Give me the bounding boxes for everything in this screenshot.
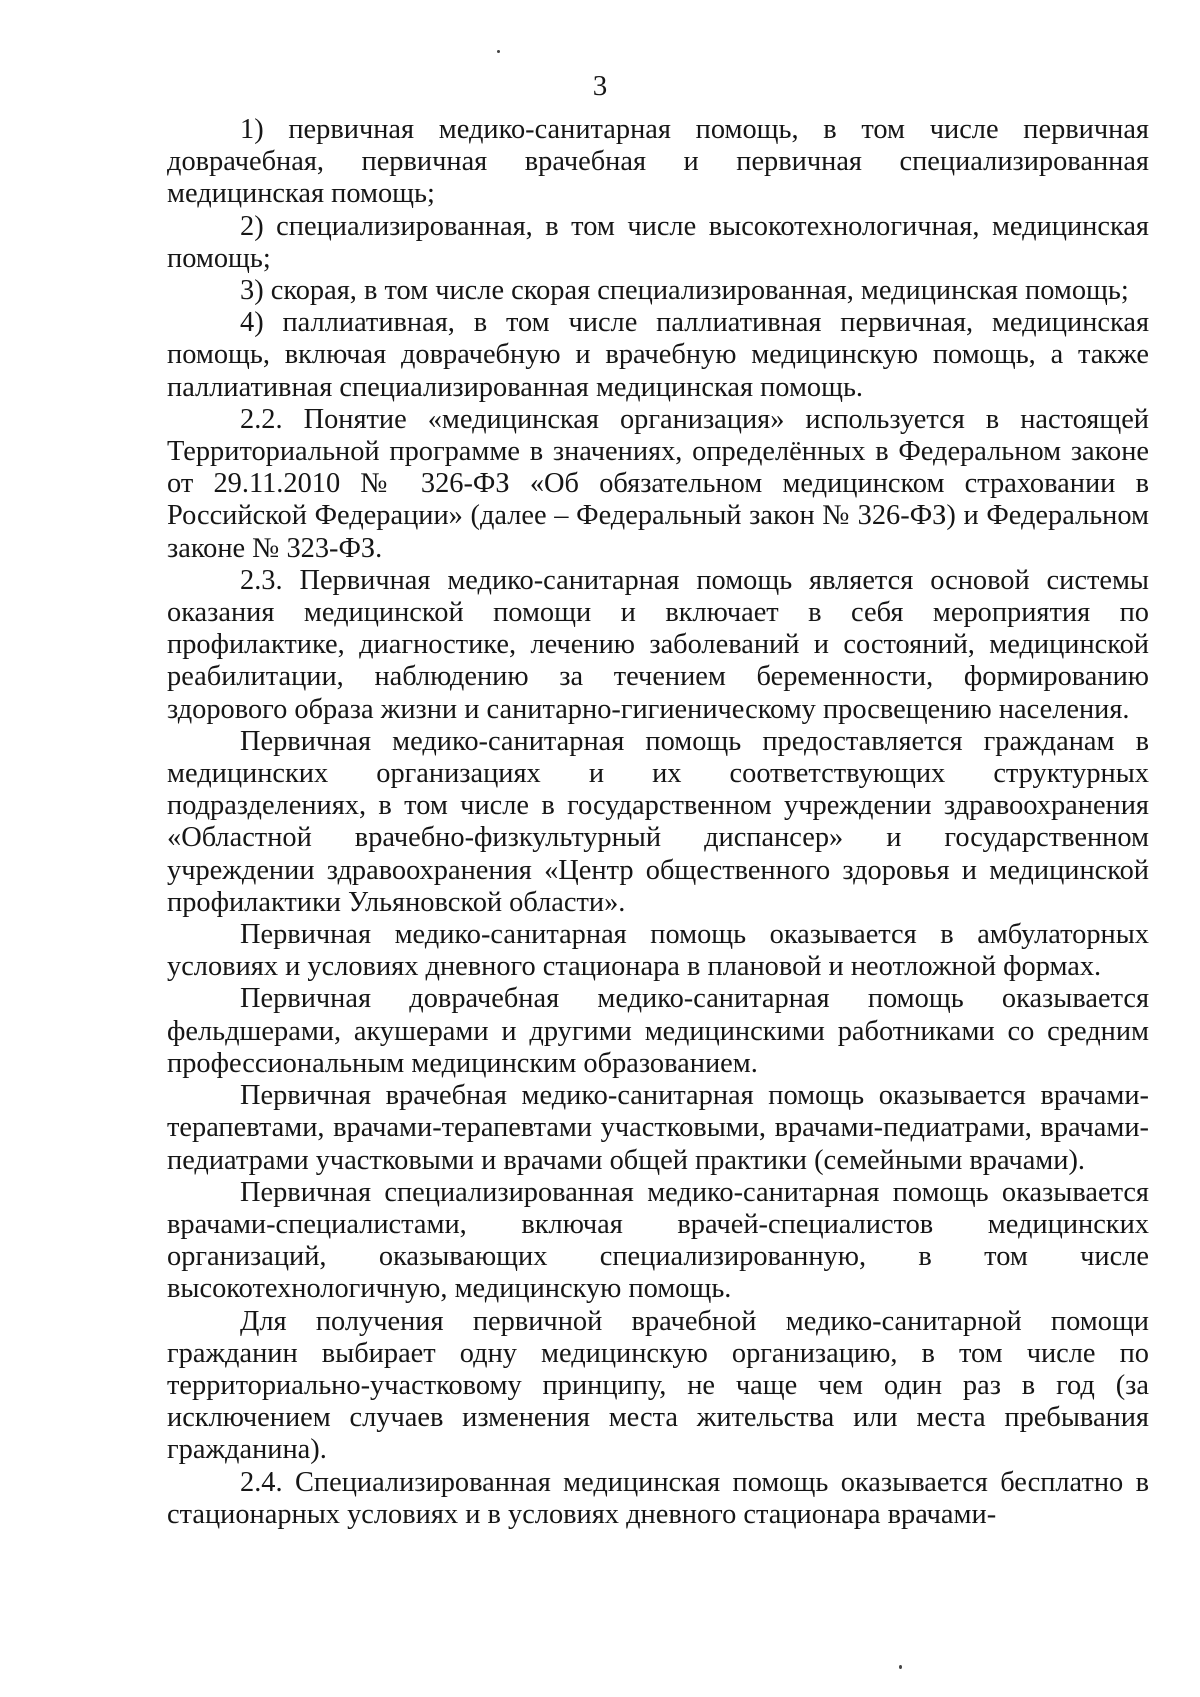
paragraph-2-3: 2.3. Первичная медико-санитарная помощь является основой системы оказания медицинской помощи и включает в себя мероприятия по профилактике, диагностике, лечению заболеваний и состояний, медицинской реабилитации, наблюдению за течением беременности, формированию здорового образа жизни и санитарно-гигиеническому просвещению населения. [167,564,1149,725]
paragraph-primary-care-provision: Первичная медико-санитарная помощь предоставляется гражданам в медицинских организациях и их соответствующих структурных подразделениях, в том числе в государственном учреждении здравоохранения «Областной врачебно-физкультурный диспансер» и государственном учреждении здравоохранения «Центр общественного здоровья и медицинской профилактики Ульяновской области». [167,725,1149,918]
body-text [167,114,1149,1531]
paragraph-organization-choice: Для получения первичной врачебной медико-санитарной помощи гражданин выбирает одну медицинскую организацию, в том числе по территориально-участковому принципу, не чаще чем один раз в год (за исключением случаев изменения места жительства или места пребывания гражданина). [167,1305,1149,1466]
paragraph-item-2: 2) специализированная, в том числе высокотехнологичная, медицинская помощь; [167,210,1149,274]
paragraph-specialized-primary-care: Первичная специализированная медико-санитарная помощь оказывается врачами-специалистами, включая врачей-специалистов медицинских организаций, оказывающих специализированную, в том числе высокотехнологичную, медицинскую помощь. [167,1176,1149,1305]
paragraph-primary-care-conditions: Первичная медико-санитарная помощь оказывается в амбулаторных условиях и условиях дневного стационара в плановой и неотложной формах. [167,919,1149,983]
scan-speck [899,1665,902,1669]
paragraph-physician-care: Первичная врачебная медико-санитарная помощь оказывается врачами-терапевтами, врачами-терапевтами участковыми, врачами-педиатрами, врачами-педиатрами участковыми и врачами общей практики (семейными врачами). [167,1080,1149,1176]
paragraph-prephysician-care: Первичная доврачебная медико-санитарная помощь оказывается фельдшерами, акушерами и другими медицинскими работниками со средним профессиональным медицинским образованием. [167,983,1149,1079]
paragraph-item-3: 3) скорая, в том числе скорая специализированная, медицинская помощь; [240,275,1129,307]
paragraph-item-1: 1) первичная медико-санитарная помощь, в том числе первичная доврачебная, первичная врачебная и первичная специализированная медицинская помощь; [167,114,1149,210]
scan-speck [497,50,500,53]
paragraph-2-2: 2.2. Понятие «медицинская организация» используется в настоящей Территориальной программе в значениях, определённых в Федеральном законе от 29.11.2010 № 326-ФЗ «Об обязательном медицинском страховании в Российской Федерации» (далее – Федеральный закон № 326-ФЗ) и Федеральном законе № 323-ФЗ. [167,403,1149,564]
page-number: 3 [592,70,608,102]
paragraph-item-4: 4) паллиативная, в том числе паллиативная первичная, медицинская помощь, включая доврачебную и врачебную медицинскую помощь, а также паллиативная специализированная медицинская помощь. [167,307,1149,403]
paragraph-2-4: 2.4. Специализированная медицинская помощь оказывается бесплатно в стационарных условиях и в условиях дневного стационара врачами- [167,1466,1149,1530]
